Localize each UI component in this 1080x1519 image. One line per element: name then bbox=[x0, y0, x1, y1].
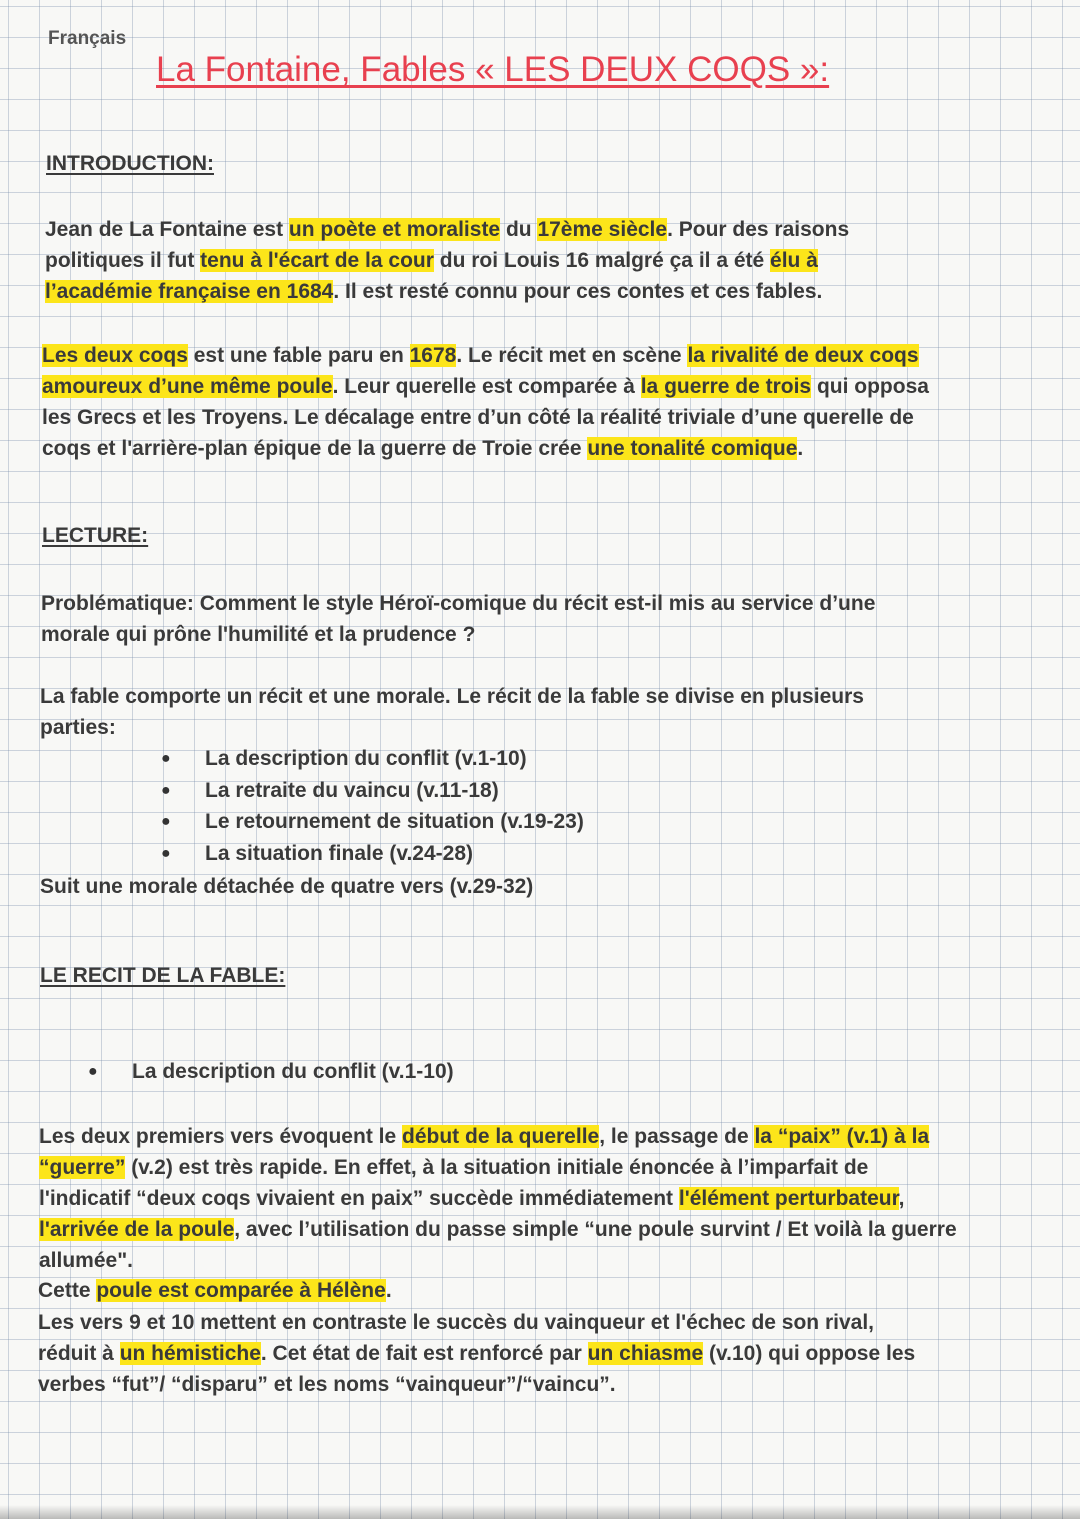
recit-heading: LE RECIT DE LA FABLE: bbox=[40, 964, 286, 987]
text: . Pour des raisons politiques il fut bbox=[45, 218, 850, 272]
highlight: l'arrivée de la poule bbox=[39, 1218, 235, 1241]
text: Cette bbox=[38, 1279, 97, 1302]
highlight: 17ème siècle bbox=[537, 218, 668, 241]
parts-list bbox=[161, 743, 584, 869]
bullet-icon: ● bbox=[161, 750, 171, 767]
text: est une fable paru en bbox=[187, 344, 410, 367]
list-item bbox=[161, 838, 584, 870]
text: (v.10) qui oppose les verbes “fut”/ “disparu” et les noms “vainqueur”/“vaincu”. bbox=[38, 1342, 916, 1396]
intro-paragraph-1 bbox=[45, 214, 885, 307]
lecture-intro: La fable comporte un récit et une morale. Le récit de la fable se divise en plusieurs parties: bbox=[40, 685, 864, 739]
list-item bbox=[161, 743, 584, 775]
highlight: la guerre de trois bbox=[640, 375, 812, 398]
list-item bbox=[88, 1056, 454, 1088]
bullet-icon: ● bbox=[161, 781, 171, 799]
lecture-heading: LECTURE: bbox=[42, 524, 149, 547]
highlight: un poète et moraliste bbox=[288, 218, 501, 241]
list-item-label: Le retournement de situation (v.19-23) bbox=[205, 810, 584, 833]
text: , le passage de bbox=[599, 1125, 755, 1148]
page-bottom-edge bbox=[0, 1505, 1080, 1519]
bullet-icon: ● bbox=[161, 813, 171, 830]
text: qui opposa les Grecs et les Troyens. Le décalage entre d’un côté la réalité triviale d’une querelle de coqs et l'arrière-plan épique de la guerre de Troie crée bbox=[42, 375, 929, 460]
highlight: une tonalité comique bbox=[587, 437, 798, 460]
subject-label: Français bbox=[48, 28, 127, 49]
text: . Il est resté connu pour ces contes et ces fables. bbox=[333, 280, 823, 303]
highlight: la rivalité de deux coqs amoureux d’une même poule bbox=[42, 344, 919, 398]
highlight: Les deux coqs bbox=[42, 344, 188, 367]
list-item-label: La situation finale (v.24-28) bbox=[205, 841, 474, 865]
text: . Cet état de fait est renforcé par bbox=[260, 1342, 588, 1365]
list-item bbox=[161, 775, 584, 807]
intro-paragraph-2 bbox=[42, 340, 954, 464]
highlight: un hémistiche bbox=[119, 1342, 261, 1365]
recit-sub-list bbox=[88, 1056, 454, 1088]
text: . bbox=[385, 1279, 392, 1302]
bullet-icon: ● bbox=[161, 844, 171, 862]
recit-paragraph-3 bbox=[38, 1307, 938, 1400]
list-item-label: La description du conflit (v.1-10) bbox=[132, 1060, 454, 1083]
introduction-heading: INTRODUCTION: bbox=[46, 152, 214, 175]
highlight: élu à l’académie française en 1684 bbox=[45, 249, 818, 303]
text: . Leur querelle est comparée à bbox=[332, 375, 641, 398]
highlight: poule est comparée à Hélène bbox=[96, 1279, 386, 1302]
text: (v.2) est très rapide. En effet, à la situation initiale énoncée à l’imparfait de l'indicatif “deux coqs vivaient en paix” succède immédiatement bbox=[39, 1156, 869, 1210]
highlight: 1678 bbox=[409, 344, 457, 367]
morale-line: Suit une morale détachée de quatre vers (v.29-32) bbox=[40, 875, 534, 898]
recit-paragraph-1 bbox=[39, 1121, 959, 1276]
list-item bbox=[161, 806, 584, 838]
text: . Le récit met en scène bbox=[456, 344, 688, 367]
bullet-icon: ● bbox=[88, 1063, 98, 1080]
highlight: tenu à l'écart de la cour bbox=[200, 249, 434, 272]
highlight: un chiasme bbox=[587, 1342, 704, 1365]
text: , avec l’utilisation du passe simple “une poule survint / Et voilà la guerre allumée". bbox=[39, 1218, 957, 1272]
list-item-label: La retraite du vaincu (v.11-18) bbox=[205, 778, 499, 802]
text: Les deux premiers vers évoquent le bbox=[39, 1125, 402, 1148]
page-title: La Fontaine, Fables « LES DEUX COQS »: bbox=[156, 50, 830, 89]
problematique: Problématique: Comment le style Héroï-comique du récit est-il mis au service d’une morale qui prône l'humilité et la prudence ? bbox=[41, 592, 876, 646]
text: Jean de La Fontaine est bbox=[45, 218, 289, 241]
highlight: début de la querelle bbox=[402, 1125, 600, 1148]
text: . bbox=[797, 437, 804, 460]
recit-paragraph-2 bbox=[38, 1275, 958, 1306]
list-item-label: La description du conflit (v.1-10) bbox=[205, 747, 527, 770]
text: , bbox=[898, 1187, 905, 1210]
text: du bbox=[500, 218, 538, 241]
highlight: l'élément perturbateur bbox=[678, 1187, 899, 1210]
text: Les vers 9 et 10 mettent en contraste le succès du vainqueur et l'échec de son rival, réduit à bbox=[38, 1311, 875, 1365]
highlight: la “paix” (v.1) à la “guerre” bbox=[39, 1125, 930, 1179]
text: du roi Louis 16 malgré ça il a été bbox=[433, 249, 771, 272]
